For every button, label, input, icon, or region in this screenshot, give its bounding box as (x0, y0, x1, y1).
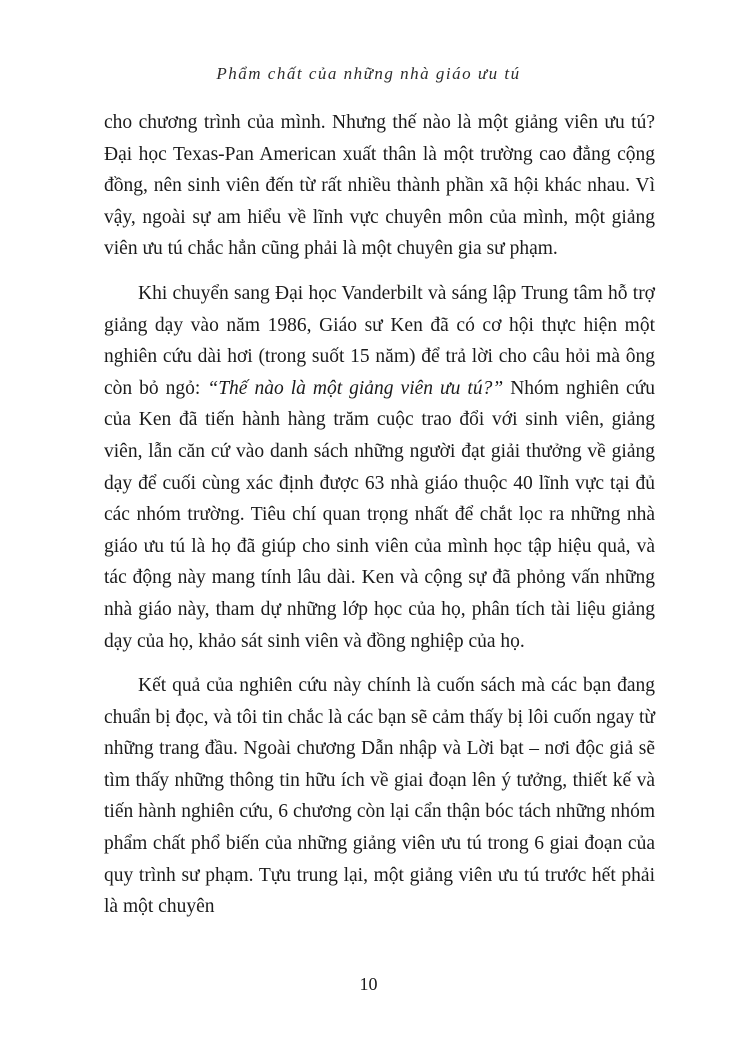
text-segment: Kết quả của nghiên cứu này chính là cuốn sách mà các bạn đang chuẩn bị đọc, và tôi tin chắc là các bạn sẽ cảm thấy bị lôi cuốn ngay từ những trang đầu. Ngoài chương Dẫn nhập và Lời bạt – nơi độc giả sẽ tìm thấy những thông tin hữu ích về giai đoạn lên ý tưởng, thiết kế và tiến hành nghiên cứu, 6 chương còn lại cẩn thận bóc tách những nhóm phẩm chất phổ biến của những giảng viên ưu tú trong 6 giai đoạn của quy trình sư phạm. Tựu trung lại, một giảng viên ưu tú trước hết phải là một chuyên (104, 675, 655, 918)
italic-quote: “Thế nào là một giảng viên ưu tú?” (207, 377, 504, 399)
text-segment: Nhóm nghiên cứu của Ken đã tiến hành hàng trăm cuộc trao đổi với sinh viên, giảng viên, lẫn căn cứ vào danh sách những người đạt giải thưởng về giảng dạy để cuối cùng xác định được 63 nhà giáo thuộc 40 lĩnh vực tại đủ các nhóm trường. Tiêu chí quan trọng nhất để chắt lọc ra những nhà giáo ưu tú là họ đã giúp cho sinh viên của mình học tập hiệu quả, và tác động này mang tính lâu dài. Ken và cộng sự đã phỏng vấn những nhà giáo này, tham dự những lớp học của họ, phân tích tài liệu giảng dạy của họ, khảo sát sinh viên và đồng nghiệp của họ. (104, 377, 655, 652)
running-header: Phẩm chất của những nhà giáo ưu tú (216, 64, 521, 83)
text-segment: cho chương trình của mình. Nhưng thế nào là một giảng viên ưu tú? Đại học Texas-Pan American xuất thân là một trường cao đẳng cộng đồng, nên sinh viên đến từ rất nhiều thành phần xã hội khác nhau. Vì vậy, ngoài sự am hiểu về lĩnh vực chuyên môn của mình, một giảng viên ưu tú chắc hẳn cũng phải là một chuyên gia sư phạm. (104, 112, 655, 260)
body-text (0, 107, 737, 923)
paragraph (104, 107, 655, 265)
text-segment: Khi chuyển sang Đại học Vanderbilt và sáng lập Trung tâm hỗ trợ giảng dạy vào năm 1986, Giáo sư Ken đã có cơ hội thực hiện một nghiên cứu dài hơi (trong suốt 15 năm) để trả lời cho câu hỏi mà ông còn bỏ ngỏ: (104, 282, 655, 399)
paragraph (104, 278, 655, 657)
paragraph (104, 670, 655, 923)
page-number: 10 (359, 974, 378, 994)
